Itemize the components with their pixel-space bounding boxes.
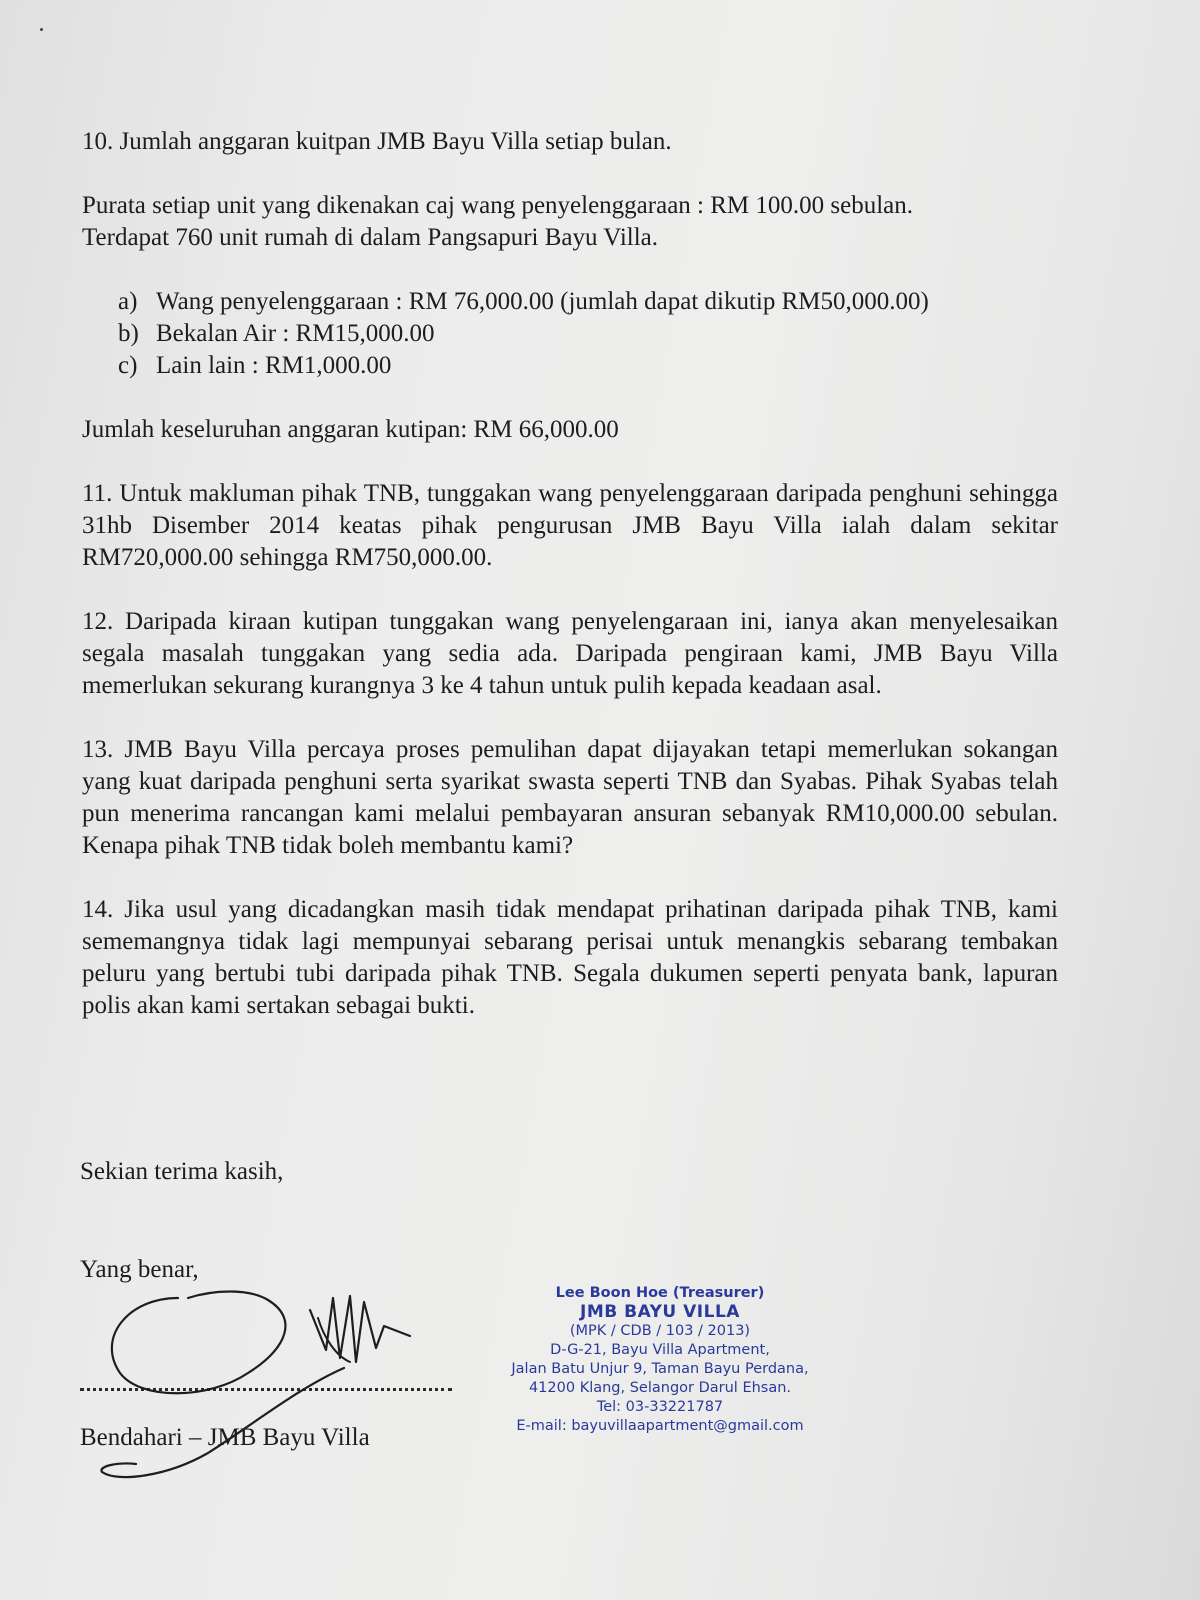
letter-body xyxy=(82,126,1058,1022)
list-item-text: Bekalan Air : RM15,000.00 xyxy=(156,320,435,347)
list-item xyxy=(118,286,1058,318)
stamp-address-2: Jalan Batu Unjur 9, Taman Bayu Perdana, xyxy=(511,1361,809,1377)
list-item-text: Wang penyelenggaraan : RM 76,000.00 (jumlah dapat dikutip RM50,000.00) xyxy=(156,288,929,315)
stamp-address-3: 41200 Klang, Selangor Darul Ehsan. xyxy=(528,1380,792,1396)
stamp-email: E-mail: bayuvillaapartment@gmail.com xyxy=(516,1418,804,1434)
stamp-name: Lee Boon Hoe (Treasurer) xyxy=(555,1285,765,1301)
paper-speck xyxy=(40,28,43,31)
closing-line: Sekian terima kasih, xyxy=(80,1158,284,1185)
item-13: 13. JMB Bayu Villa percaya proses pemulihan dapat dijayakan tetapi memerlukan sokangan yang kuat daripada penghuni serta syarikat swasta seperti TNB dan Syabas. Pihak Syabas telah pun menerima rancangan kami melalui pembayaran ansuran sebanyak RM10,000.00 sebulan. Kenapa pihak TNB tidak boleh membantu kami? xyxy=(82,736,1058,859)
item-12: 12. Daripada kiraan kutipan tunggakan wang penyelengaraan ini, ianya akan menyelesaikan segala masalah tunggakan yang sedia ada. Daripada pengiraan kami, JMB Bayu Villa memerlukan sekurang kurangnya 3 ke 4 tahun untuk pulih kepada keadaan asal. xyxy=(82,608,1058,699)
official-stamp xyxy=(480,1284,840,1436)
item-10-line-2: Terdapat 760 unit rumah di dalam Pangsapuri Bayu Villa. xyxy=(82,224,659,251)
item-10-heading: 10. Jumlah anggaran kuitpan JMB Bayu Villa setiap bulan. xyxy=(82,128,672,155)
stamp-telephone: Tel: 03-33221787 xyxy=(596,1399,724,1415)
handwritten-signature xyxy=(88,1278,428,1488)
item-10-line-1: Purata setiap unit yang dikenakan caj wang penyelenggaraan : RM 100.00 sebulan. xyxy=(82,192,914,219)
collection-list xyxy=(82,286,1058,382)
item-11: 11. Untuk makluman pihak TNB, tunggakan wang penyelenggaraan daripada penghuni sehingga 31hb Disember 2014 keatas pihak pengurusan JMB Bayu Villa ialah dalam sekitar RM720,000.00 sehingga RM750,000.00. xyxy=(82,480,1058,571)
list-item-text: Lain lain : RM1,000.00 xyxy=(156,352,392,379)
collection-total: Jumlah keseluruhan anggaran kutipan: RM 66,000.00 xyxy=(82,416,619,443)
item-14: 14. Jika usul yang dicadangkan masih tidak mendapat prihatinan daripada pihak TNB, kami sememangnya tidak lagi mempunyai sebarang perisai untuk menangkis sebarang tembakan peluru yang bertubi tubi daripada pihak TNB. Segala dukumen seperti penyata bank, lapuran polis akan kami sertakan sebagai bukti. xyxy=(82,896,1058,1019)
list-item-label: c) xyxy=(118,352,138,379)
yours-truly: Yang benar, xyxy=(80,1256,199,1283)
stamp-registration: (MPK / CDB / 103 / 2013) xyxy=(569,1323,751,1339)
list-item xyxy=(118,318,1058,350)
list-item-label: b) xyxy=(118,320,139,347)
signature-caption: Bendahari – JMB Bayu Villa xyxy=(80,1424,370,1451)
stamp-address-1: D-G-21, Bayu Villa Apartment, xyxy=(550,1342,770,1358)
list-item xyxy=(118,350,1058,382)
stamp-organisation: JMB BAYU VILLA xyxy=(580,1302,740,1322)
list-item-label: a) xyxy=(118,288,138,315)
